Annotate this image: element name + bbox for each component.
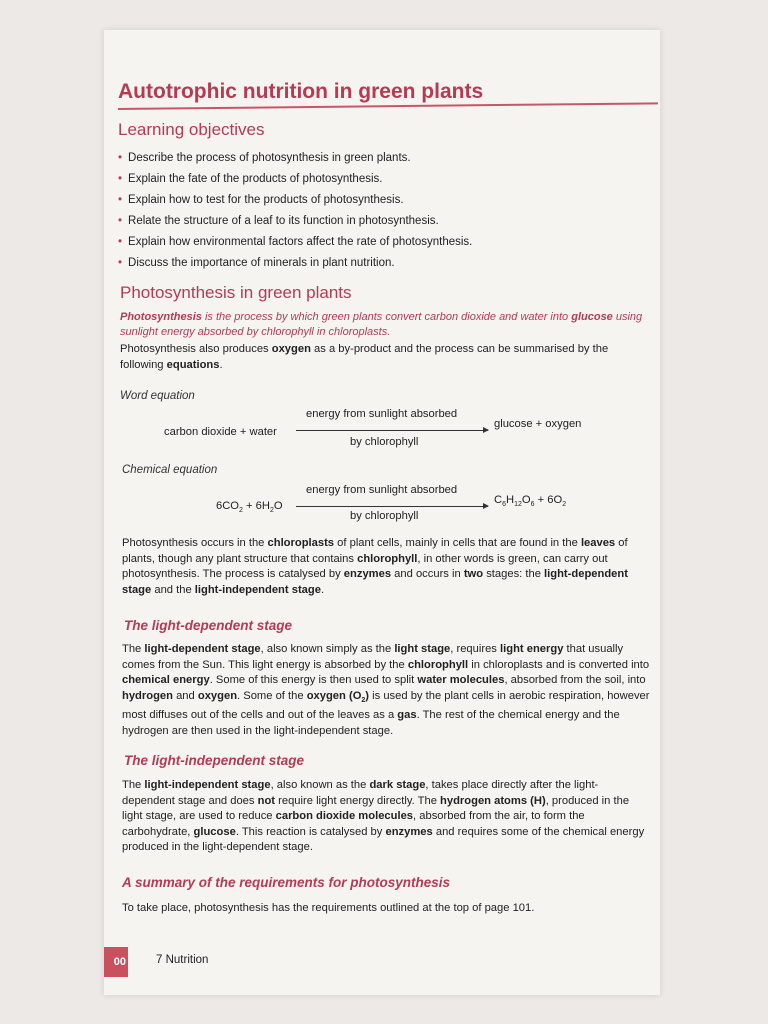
word-equation-arrow — [296, 430, 488, 431]
objective-item: • Discuss the importance of minerals in plant nutrition. — [118, 253, 472, 274]
chemical-equation-label: Chemical equation — [122, 464, 218, 476]
intro-paragraph: Photosynthesis also produces oxygen as a by-product and the process can be summarised by the following equations. — [120, 343, 609, 371]
light-independent-heading: The light-independent stage — [124, 753, 305, 768]
learning-objectives-list — [118, 148, 472, 274]
summary-paragraph: To take place, photosynthesis has the requirements outlined at the top of page 101. — [122, 902, 535, 914]
chapter-label: 7 Nutrition — [156, 954, 209, 966]
objective-item: • Explain how environmental factors affect the rate of photosynthesis. — [118, 232, 472, 253]
page-title: Autotrophic nutrition in green plants — [118, 80, 484, 103]
page-number: 00 — [104, 947, 128, 977]
photosynthesis-definition: Photosynthesis is the process by which green plants convert carbon dioxide and water into glucose using sunlight energy absorbed by chlorophyll in chloroplasts. — [120, 311, 643, 338]
chemical-equation-condition-top: energy from sunlight absorbed — [306, 484, 458, 496]
chemical-equation-products: $C_6H_{12}O_6 + 6O_2$ — [494, 494, 567, 509]
word-equation-reactants: carbon dioxide + water — [164, 426, 277, 438]
chemical-equation-reactants: $6CO_2 + 6H_2O$ — [216, 500, 283, 515]
light-independent-paragraph: The light-independent stage, also known as the dark stage, takes place directly after the light-dependent stage and does not require light energy directly. The hydrogen atoms (H), produced in the light stage, are used to reduce carbon dioxide molecules, absorbed from the air, to form the carbohydrate, glucose. This reaction is catalysed by enzymes and requires some of the chemical energy produced in the light-dependent stage. — [122, 779, 645, 853]
chemical-equation-condition-bottom: by chlorophyll — [350, 510, 419, 522]
occurs-paragraph: Photosynthesis occurs in the chloroplasts of plant cells, mainly in cells that are found in the leaves of plants, though any plant structure that contains chlorophyll, in other words is green, can carry out photosynthesis. The process is catalysed by enzymes and occurs in two stages: the light-dependent stage and the light-independent stage. — [122, 537, 628, 596]
chemical-equation-arrow — [296, 506, 488, 507]
photosynthesis-heading: Photosynthesis in green plants — [120, 283, 352, 302]
word-equation-label: Word equation — [120, 390, 195, 402]
objective-item: • Explain the fate of the products of photosynthesis. — [118, 169, 472, 190]
objective-item: • Explain how to test for the products of photosynthesis. — [118, 190, 472, 211]
light-dependent-heading: The light-dependent stage — [124, 618, 293, 633]
objective-item: • Relate the structure of a leaf to its function in photosynthesis. — [118, 211, 472, 232]
word-equation-condition-bottom: by chlorophyll — [350, 436, 419, 448]
word-equation-products: glucose + oxygen — [494, 418, 582, 430]
word-equation-condition-top: energy from sunlight absorbed — [306, 408, 458, 420]
textbook-page — [104, 30, 660, 995]
light-dependent-paragraph: The light-dependent stage, also known simply as the light stage, requires light energy that usually comes from the Sun. This light energy is absorbed by the chlorophyll in chloroplasts and is converted into chemical energy. Some of this energy is then used to split water molecules, absorbed from the soil, into hydrogen and oxygen. Some of the oxygen $(O_2)$ is used by the plant cells in aerobic respiration, however most diffuses out of the cells and out of the leaves as a gas. The rest of the chemical energy and the hydrogen are then used in the light-independent stage. — [122, 643, 650, 737]
summary-heading: A summary of the requirements for photosynthesis — [122, 875, 451, 890]
learning-objectives-heading: Learning objectives — [118, 120, 265, 139]
objective-item: • Describe the process of photosynthesis in green plants. — [118, 148, 472, 169]
